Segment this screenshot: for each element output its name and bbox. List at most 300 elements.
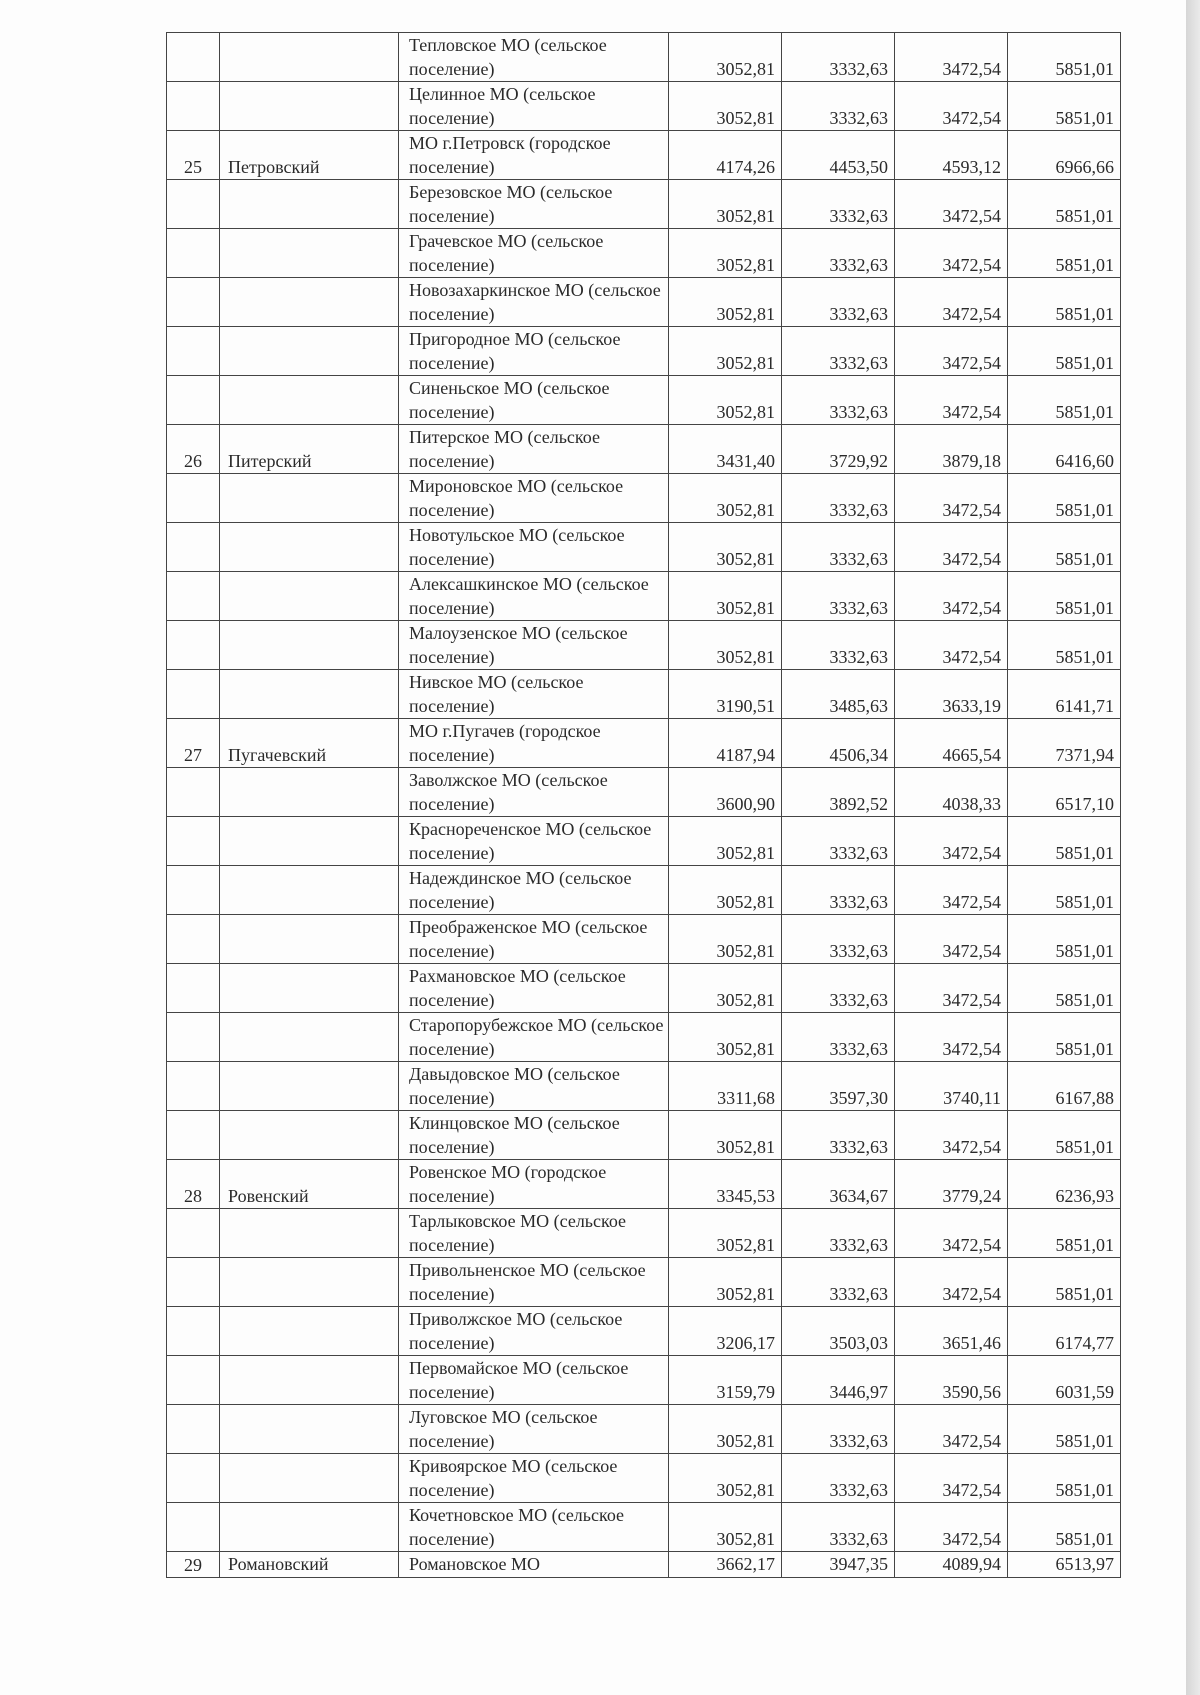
value-col-2-cell [782, 915, 895, 964]
value-col-4-cell [1008, 670, 1121, 719]
tariff-table [166, 32, 1121, 1578]
municipality-name: Кривоярское МО (сельское поселение) [409, 1456, 618, 1500]
row-number-cell [167, 1454, 220, 1503]
value-col-2-cell [782, 1454, 895, 1503]
value-col-4: 6966,66 [1055, 157, 1114, 177]
municipality-name-cell [399, 376, 669, 425]
district-name-cell [220, 670, 399, 719]
row-number-cell [167, 1160, 220, 1209]
value-col-3-cell [895, 1258, 1008, 1307]
value-col-2-cell [782, 866, 895, 915]
value-col-4-cell [1008, 523, 1121, 572]
value-col-4: 5851,01 [1055, 255, 1114, 275]
table-row [167, 621, 1121, 670]
value-col-3-cell [895, 1062, 1008, 1111]
value-col-1: 4174,26 [716, 157, 775, 177]
row-number-cell [167, 1356, 220, 1405]
value-col-2: 3332,63 [829, 1480, 888, 1500]
value-col-4-cell [1008, 229, 1121, 278]
value-col-3: 3472,54 [942, 1235, 1001, 1255]
value-col-1-cell [669, 817, 782, 866]
table-row [167, 1062, 1121, 1111]
value-col-4-cell [1008, 1307, 1121, 1356]
value-col-2-cell [782, 180, 895, 229]
table-row [167, 131, 1121, 180]
municipality-name: Клинцовское МО (сельское поселение) [409, 1113, 620, 1157]
district-name-cell [220, 915, 399, 964]
value-col-1-cell [669, 1405, 782, 1454]
value-col-3-cell [895, 474, 1008, 523]
municipality-name: Нивское МО (сельское поселение) [409, 672, 584, 716]
value-col-3: 3472,54 [942, 1284, 1001, 1304]
value-col-4: 5851,01 [1055, 549, 1114, 569]
value-col-3: 3651,46 [942, 1333, 1001, 1353]
district-name-cell [220, 572, 399, 621]
value-col-2: 3503,03 [829, 1333, 888, 1353]
value-col-2: 3332,63 [829, 843, 888, 863]
value-col-3: 3472,54 [942, 647, 1001, 667]
value-col-2-cell [782, 131, 895, 180]
municipality-name-cell [399, 719, 669, 768]
municipality-name: Надеждинское МО (сельское поселение) [409, 868, 632, 912]
value-col-1: 3052,81 [716, 108, 775, 128]
row-number-cell [167, 82, 220, 131]
municipality-name-cell [399, 1013, 669, 1062]
row-number-cell [167, 719, 220, 768]
value-col-2: 3332,63 [829, 255, 888, 275]
value-col-3-cell [895, 425, 1008, 474]
row-number-cell [167, 817, 220, 866]
value-col-2-cell [782, 82, 895, 131]
value-col-4-cell [1008, 82, 1121, 131]
value-col-4: 5851,01 [1055, 1529, 1114, 1549]
row-number-cell [167, 1307, 220, 1356]
value-col-1: 3052,81 [716, 1431, 775, 1451]
value-col-4: 6513,97 [1055, 1554, 1114, 1574]
value-col-3-cell [895, 719, 1008, 768]
value-col-2: 4506,34 [829, 745, 888, 765]
value-col-4: 5851,01 [1055, 353, 1114, 373]
municipality-name: Новотульское МО (сельское поселение) [409, 525, 625, 569]
municipality-name: Целинное МО (сельское поселение) [409, 84, 596, 128]
municipality-name: Старопорубежское МО (сельское поселение) [409, 1015, 664, 1059]
value-col-4: 5851,01 [1055, 1431, 1114, 1451]
district-name-cell [220, 376, 399, 425]
municipality-name: Рахмановское МО (сельское поселение) [409, 966, 626, 1010]
value-col-1-cell [669, 1160, 782, 1209]
value-col-3: 4665,54 [942, 745, 1001, 765]
value-col-1-cell [669, 180, 782, 229]
district-name-cell [220, 327, 399, 376]
value-col-4-cell [1008, 425, 1121, 474]
value-col-1-cell [669, 621, 782, 670]
value-col-1-cell [669, 1503, 782, 1552]
value-col-4-cell [1008, 621, 1121, 670]
municipality-name-cell [399, 817, 669, 866]
value-col-1-cell [669, 670, 782, 719]
municipality-name-cell [399, 1062, 669, 1111]
row-number-cell [167, 1503, 220, 1552]
value-col-4: 5851,01 [1055, 892, 1114, 912]
municipality-name-cell [399, 1405, 669, 1454]
value-col-2-cell [782, 1062, 895, 1111]
value-col-2-cell [782, 229, 895, 278]
value-col-3-cell [895, 278, 1008, 327]
value-col-3-cell [895, 1160, 1008, 1209]
value-col-2-cell [782, 1552, 895, 1578]
row-number-cell [167, 1552, 220, 1578]
value-col-3: 3472,54 [942, 108, 1001, 128]
row-number-cell [167, 33, 220, 82]
municipality-name-cell [399, 866, 669, 915]
value-col-1-cell [669, 1013, 782, 1062]
value-col-1: 3052,81 [716, 255, 775, 275]
value-col-3-cell [895, 572, 1008, 621]
value-col-4-cell [1008, 1258, 1121, 1307]
table-row [167, 670, 1121, 719]
value-col-3: 3590,56 [942, 1382, 1001, 1402]
value-col-3: 3740,11 [943, 1088, 1001, 1108]
district-name-cell [220, 817, 399, 866]
value-col-4-cell [1008, 1405, 1121, 1454]
value-col-1-cell [669, 82, 782, 131]
municipality-name: Приволжское МО (сельское поселение) [409, 1309, 623, 1353]
value-col-4-cell [1008, 278, 1121, 327]
value-col-3-cell [895, 1503, 1008, 1552]
value-col-3-cell [895, 621, 1008, 670]
value-col-2: 3332,63 [829, 1235, 888, 1255]
value-col-2-cell [782, 1258, 895, 1307]
district-name-cell [220, 229, 399, 278]
row-number-cell [167, 327, 220, 376]
municipality-name: Березовское МО (сельское поселение) [409, 182, 613, 226]
value-col-3-cell [895, 1013, 1008, 1062]
municipality-name: Пригородное МО (сельское поселение) [409, 329, 621, 373]
value-col-2: 3947,35 [829, 1554, 888, 1574]
value-col-2-cell [782, 474, 895, 523]
value-col-2-cell [782, 964, 895, 1013]
value-col-4: 6174,77 [1055, 1333, 1114, 1353]
value-col-4-cell [1008, 1503, 1121, 1552]
value-col-4-cell [1008, 474, 1121, 523]
value-col-1: 3052,81 [716, 598, 775, 618]
municipality-name: Тарлыковское МО (сельское поселение) [409, 1211, 627, 1255]
district-name-cell [220, 33, 399, 82]
row-number-cell [167, 523, 220, 572]
value-col-4: 6517,10 [1055, 794, 1114, 814]
value-col-4-cell [1008, 327, 1121, 376]
table-row [167, 1503, 1121, 1552]
value-col-2-cell [782, 768, 895, 817]
table-row [167, 866, 1121, 915]
district-name-cell [220, 474, 399, 523]
municipality-name-cell [399, 180, 669, 229]
value-col-2-cell [782, 523, 895, 572]
value-col-3: 3472,54 [942, 353, 1001, 373]
municipality-name: Романовское МО [409, 1554, 541, 1574]
value-col-3: 3472,54 [942, 1039, 1001, 1059]
value-col-3: 3879,18 [942, 451, 1001, 471]
row-number-cell [167, 915, 220, 964]
value-col-3-cell [895, 131, 1008, 180]
value-col-3-cell [895, 523, 1008, 572]
municipality-name-cell [399, 425, 669, 474]
district-name-cell [220, 1062, 399, 1111]
table-row [167, 915, 1121, 964]
value-col-1: 3052,81 [716, 990, 775, 1010]
value-col-2: 3332,63 [829, 108, 888, 128]
value-col-2: 3892,52 [829, 794, 888, 814]
value-col-2: 3332,63 [829, 206, 888, 226]
value-col-3: 3472,54 [942, 206, 1001, 226]
value-col-4-cell [1008, 1356, 1121, 1405]
value-col-3: 3472,54 [942, 990, 1001, 1010]
value-col-4: 5851,01 [1055, 1137, 1114, 1157]
district-name: Пугачевский [228, 745, 327, 765]
value-col-2-cell [782, 1307, 895, 1356]
value-col-2: 3597,30 [829, 1088, 888, 1108]
value-col-4-cell [1008, 1111, 1121, 1160]
municipality-name: Синеньское МО (сельское поселение) [409, 378, 610, 422]
table-row [167, 425, 1121, 474]
municipality-name: Новозахаркинское МО (сельское поселение) [409, 280, 661, 324]
municipality-name-cell [399, 327, 669, 376]
value-col-4: 5851,01 [1055, 990, 1114, 1010]
value-col-4-cell [1008, 572, 1121, 621]
value-col-2-cell [782, 327, 895, 376]
table-body [167, 33, 1121, 1578]
row-number-cell [167, 621, 220, 670]
district-name-cell [220, 1552, 399, 1578]
table-row [167, 278, 1121, 327]
value-col-2-cell [782, 719, 895, 768]
value-col-2-cell [782, 1013, 895, 1062]
table-row [167, 474, 1121, 523]
district-name-cell [220, 1503, 399, 1552]
district-name-cell [220, 1209, 399, 1258]
value-col-1: 3052,81 [716, 1529, 775, 1549]
value-col-2: 3332,63 [829, 1039, 888, 1059]
district-name-cell [220, 964, 399, 1013]
value-col-1: 3052,81 [716, 206, 775, 226]
value-col-1-cell [669, 523, 782, 572]
value-col-2: 3729,92 [829, 451, 888, 471]
value-col-1-cell [669, 719, 782, 768]
value-col-1-cell [669, 1209, 782, 1258]
value-col-4-cell [1008, 1062, 1121, 1111]
district-name-cell [220, 1013, 399, 1062]
value-col-4-cell [1008, 33, 1121, 82]
row-number: 25 [184, 157, 202, 177]
value-col-1: 3662,17 [716, 1554, 775, 1574]
value-col-1: 3052,81 [716, 402, 775, 422]
value-col-1: 3431,40 [716, 451, 775, 471]
row-number-cell [167, 229, 220, 278]
row-number: 27 [184, 745, 202, 765]
value-col-1: 3052,81 [716, 1284, 775, 1304]
value-col-4: 6141,71 [1055, 696, 1114, 716]
municipality-name-cell [399, 1356, 669, 1405]
value-col-1: 3159,79 [716, 1382, 775, 1402]
municipality-name: Мироновское МО (сельское поселение) [409, 476, 624, 520]
value-col-2: 3332,63 [829, 353, 888, 373]
value-col-3-cell [895, 1111, 1008, 1160]
municipality-name: Грачевское МО (сельское поселение) [409, 231, 604, 275]
value-col-3-cell [895, 768, 1008, 817]
value-col-2: 3332,63 [829, 647, 888, 667]
value-col-3-cell [895, 1405, 1008, 1454]
value-col-1: 3052,81 [716, 1480, 775, 1500]
table-row [167, 1307, 1121, 1356]
municipality-name: Первомайское МО (сельское поселение) [409, 1358, 629, 1402]
value-col-1-cell [669, 866, 782, 915]
value-col-2-cell [782, 1160, 895, 1209]
district-name-cell [220, 719, 399, 768]
row-number-cell [167, 866, 220, 915]
municipality-name-cell [399, 964, 669, 1013]
table-row [167, 180, 1121, 229]
value-col-2: 3634,67 [829, 1186, 888, 1206]
value-col-4-cell [1008, 376, 1121, 425]
value-col-3: 3472,54 [942, 941, 1001, 961]
table-row [167, 1454, 1121, 1503]
district-name-cell [220, 1405, 399, 1454]
value-col-3-cell [895, 180, 1008, 229]
table-row [167, 572, 1121, 621]
value-col-4-cell [1008, 817, 1121, 866]
value-col-1-cell [669, 1062, 782, 1111]
value-col-1-cell [669, 327, 782, 376]
value-col-4-cell [1008, 131, 1121, 180]
value-col-3: 3472,54 [942, 1480, 1001, 1500]
value-col-4: 5851,01 [1055, 402, 1114, 422]
value-col-2: 3332,63 [829, 941, 888, 961]
value-col-1: 3600,90 [716, 794, 775, 814]
value-col-3-cell [895, 964, 1008, 1013]
table-row [167, 1160, 1121, 1209]
municipality-name: Алексашкинское МО (сельское поселение) [409, 574, 649, 618]
value-col-4: 5851,01 [1055, 598, 1114, 618]
value-col-4: 5851,01 [1055, 59, 1114, 79]
municipality-name-cell [399, 1111, 669, 1160]
value-col-3: 4089,94 [942, 1554, 1001, 1574]
value-col-3: 3472,54 [942, 1529, 1001, 1549]
district-name-cell [220, 1258, 399, 1307]
row-number-cell [167, 1013, 220, 1062]
value-col-4: 5851,01 [1055, 843, 1114, 863]
municipality-name-cell [399, 229, 669, 278]
value-col-3: 3472,54 [942, 1431, 1001, 1451]
value-col-3: 3633,19 [942, 696, 1001, 716]
row-number-cell [167, 180, 220, 229]
value-col-4-cell [1008, 1552, 1121, 1578]
value-col-2: 3485,63 [829, 696, 888, 716]
value-col-3-cell [895, 915, 1008, 964]
value-col-3-cell [895, 817, 1008, 866]
row-number: 28 [184, 1186, 202, 1206]
municipality-name: МО г.Петровск (городское поселение) [409, 133, 611, 177]
municipality-name-cell [399, 474, 669, 523]
value-col-2: 3332,63 [829, 59, 888, 79]
row-number-cell [167, 376, 220, 425]
value-col-4-cell [1008, 915, 1121, 964]
value-col-2-cell [782, 33, 895, 82]
value-col-1: 3052,81 [716, 304, 775, 324]
municipality-name-cell [399, 572, 669, 621]
value-col-4-cell [1008, 768, 1121, 817]
district-name-cell [220, 866, 399, 915]
value-col-1: 3052,81 [716, 892, 775, 912]
value-col-1-cell [669, 964, 782, 1013]
municipality-name-cell [399, 131, 669, 180]
municipality-name-cell [399, 1503, 669, 1552]
row-number-cell [167, 1209, 220, 1258]
municipality-name-cell [399, 670, 669, 719]
value-col-3: 3472,54 [942, 549, 1001, 569]
value-col-2-cell [782, 670, 895, 719]
table-row [167, 1552, 1121, 1578]
value-col-2-cell [782, 1405, 895, 1454]
value-col-3-cell [895, 1356, 1008, 1405]
district-name-cell [220, 523, 399, 572]
value-col-2: 4453,50 [829, 157, 888, 177]
value-col-2-cell [782, 621, 895, 670]
district-name-cell [220, 1307, 399, 1356]
value-col-1-cell [669, 768, 782, 817]
value-col-2: 3332,63 [829, 1431, 888, 1451]
district-name-cell [220, 768, 399, 817]
value-col-4-cell [1008, 1160, 1121, 1209]
district-name: Ровенский [228, 1186, 309, 1206]
value-col-1: 3190,51 [716, 696, 775, 716]
scan-edge [1186, 0, 1200, 1695]
municipality-name-cell [399, 278, 669, 327]
municipality-name-cell [399, 621, 669, 670]
value-col-4-cell [1008, 1454, 1121, 1503]
value-col-2-cell [782, 425, 895, 474]
municipality-name: Краснореченское МО (сельское поселение) [409, 819, 652, 863]
value-col-4: 5851,01 [1055, 108, 1114, 128]
value-col-4: 5851,01 [1055, 941, 1114, 961]
row-number-cell [167, 670, 220, 719]
row-number: 26 [184, 451, 202, 471]
municipality-name-cell [399, 915, 669, 964]
district-name: Романовский [228, 1554, 329, 1574]
value-col-2-cell [782, 1356, 895, 1405]
value-col-3: 3472,54 [942, 1137, 1001, 1157]
value-col-3-cell [895, 376, 1008, 425]
table-row [167, 1209, 1121, 1258]
table-row [167, 33, 1121, 82]
value-col-3-cell [895, 229, 1008, 278]
value-col-2: 3332,63 [829, 1284, 888, 1304]
value-col-2-cell [782, 572, 895, 621]
value-col-1: 3052,81 [716, 843, 775, 863]
value-col-1-cell [669, 572, 782, 621]
value-col-3: 3472,54 [942, 59, 1001, 79]
value-col-1-cell [669, 1356, 782, 1405]
value-col-4-cell [1008, 964, 1121, 1013]
table-row [167, 1258, 1121, 1307]
row-number-cell [167, 1062, 220, 1111]
value-col-1-cell [669, 425, 782, 474]
table-row [167, 229, 1121, 278]
value-col-3-cell [895, 1209, 1008, 1258]
value-col-1: 3052,81 [716, 549, 775, 569]
value-col-3: 3472,54 [942, 843, 1001, 863]
municipality-name: Ровенское МО (городское поселение) [409, 1162, 607, 1206]
value-col-4: 5851,01 [1055, 1284, 1114, 1304]
